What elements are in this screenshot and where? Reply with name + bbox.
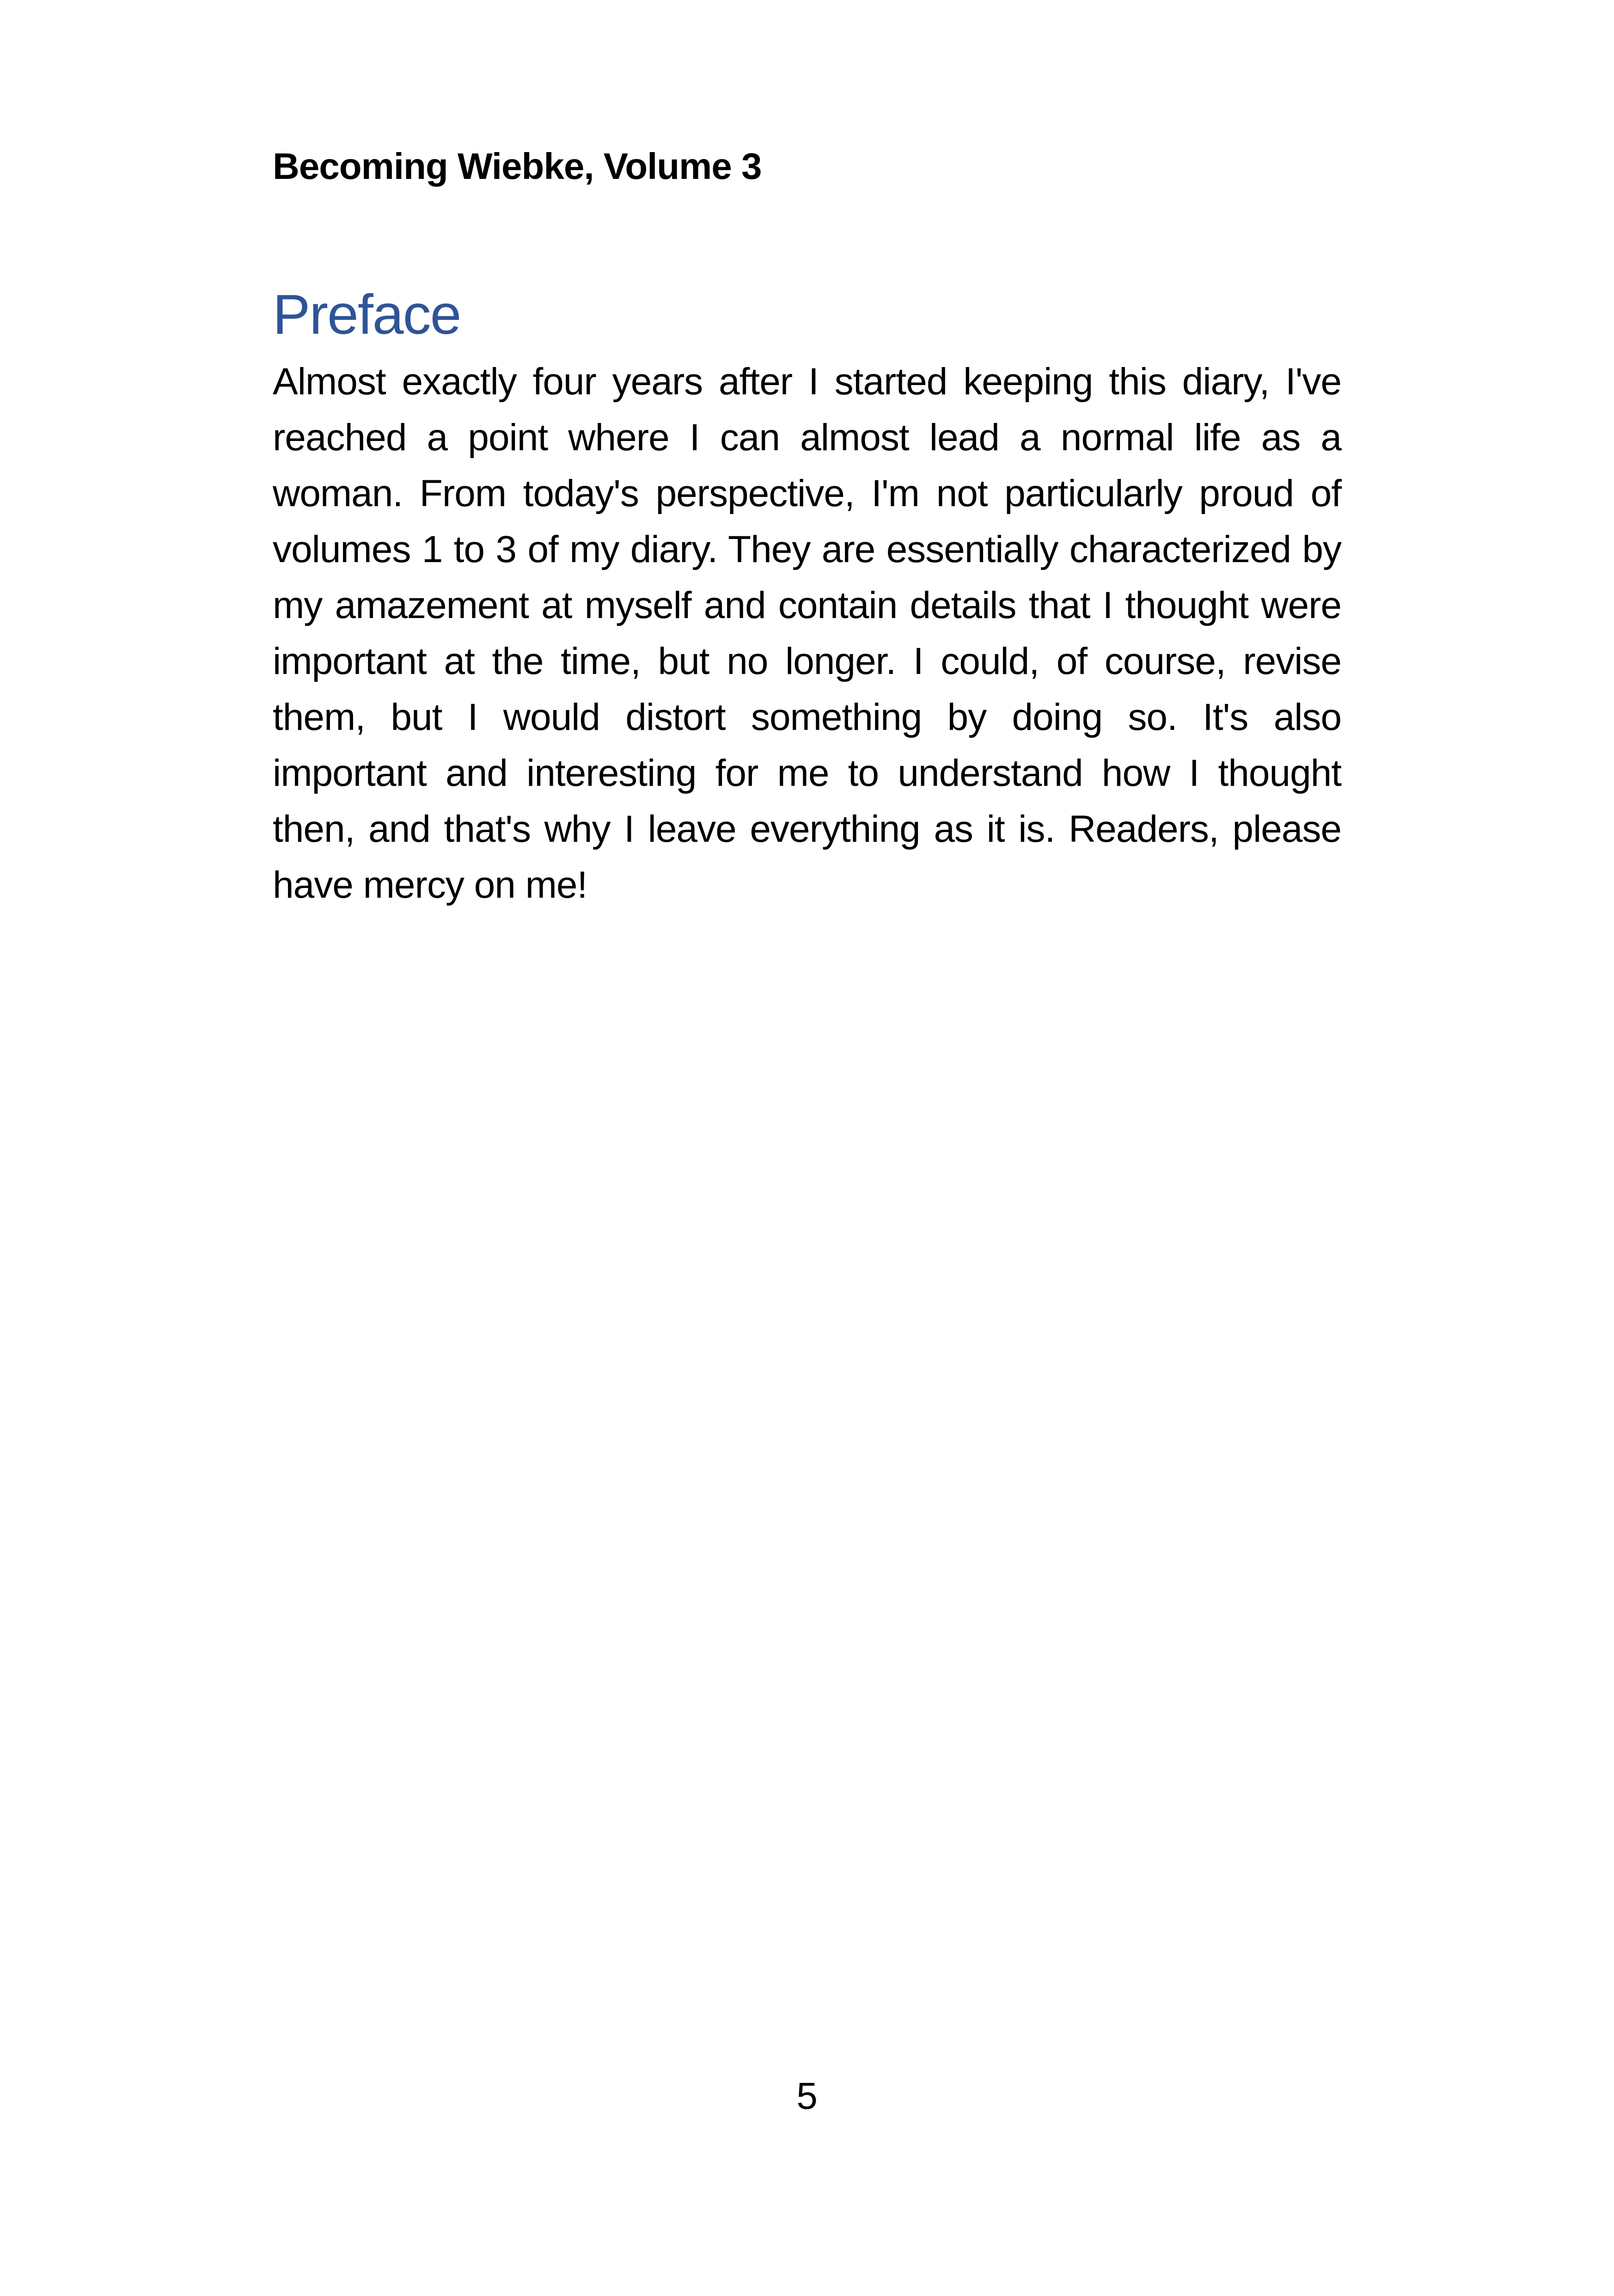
body-paragraph: Almost exactly four years after I started keeping this diary, I've reached a point where I can almost lead a normal life as a woman. From today's perspective, I'm not particularly proud of volumes 1 to 3 of my diary. They are essentially characterized by my amazement at myself and contain details that I thought were important at the time, but no longer. I could, of course, revise them, but I would distort something by doing so. It's also important and interesting for me to understand how I thought then, and that's why I leave everything as it is. Readers, please have mercy on me! — [273, 361, 1341, 906]
page-number: 5 — [796, 2075, 818, 2117]
section-title: Preface — [273, 283, 461, 346]
running-header: Becoming Wiebke, Volume 3 — [273, 146, 762, 187]
